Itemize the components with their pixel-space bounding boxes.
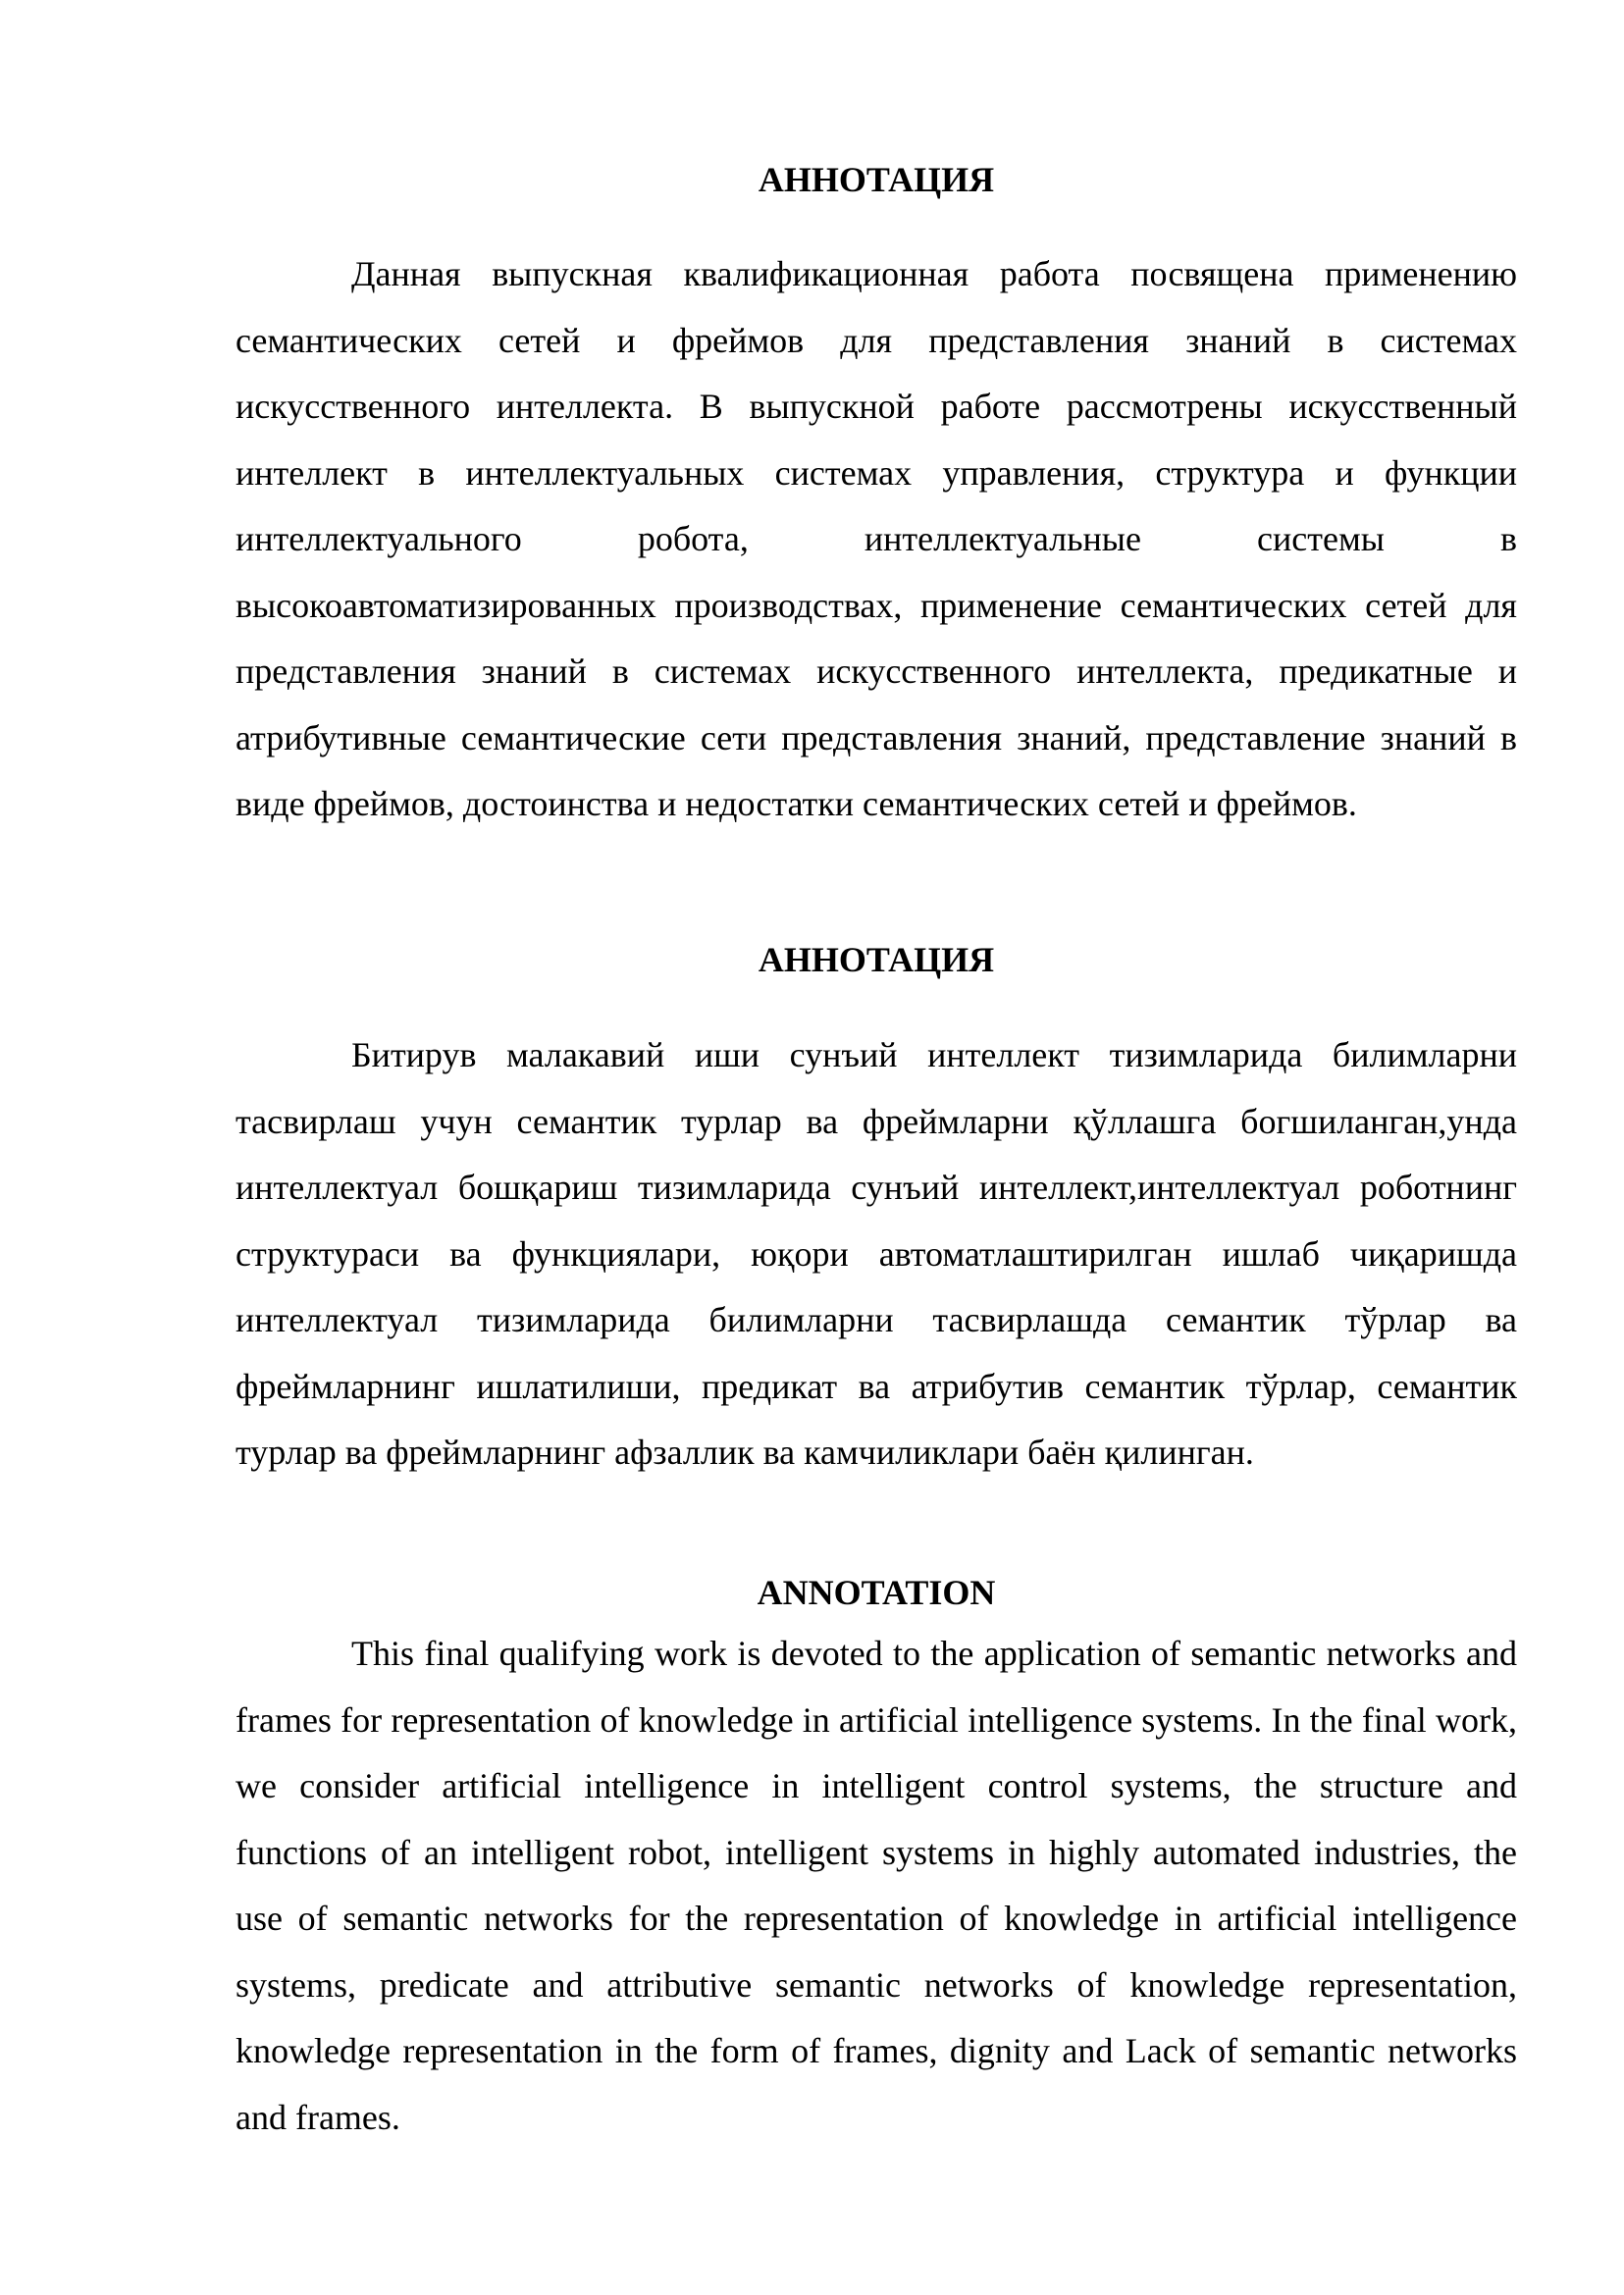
section-body-english (236, 1621, 1517, 2151)
paragraph-english: This final qualifying work is devoted to the application of semantic networks and frames for representation of knowledge in artificial intelligence systems. In the final work, we consider artificial intelligence in intelligent control systems, the structure and functions of an intelligent robot, intelligent systems in highly automated industries, the use of semantic networks for the representation of knowledge in artificial intelligence systems, predicate and attributive semantic networks of knowledge representation, knowledge representation in the form of frames, dignity and Lack of semantic networks and frames. (236, 1634, 1517, 2137)
paragraph-uzbek: Битирув малакавий иши сунъий интеллект тизимларида билимларни тасвирлаш учун семантик турлар ва фреймларни қўллашга богшиланган,унда интеллектуал бошқариш тизимларида сунъий интеллект,интеллектуал роботнинг структураси ва функциялари, юқори автоматлаштирилган ишлаб чиқаришда интеллектуал тизимларида билимларни тасвирлашда семантик тўрлар ва фреймларнинг ишлатилиши, предикат ва атрибутив семантик тўрлар, семантик турлар ва фреймларнинг афзаллик ва камчиликлари баён қилинган. (236, 1035, 1517, 1472)
section-heading-uzbek: АННОТАЦИЯ (758, 940, 995, 979)
paragraph-russian: Данная выпускная квалификационная работа посвящена применению семантических сетей и фреймов для представления знаний в системах искусственного интеллекта. В выпускной работе рассмотрены искусственный интеллект в интеллектуальных системах управления, структура и функции интеллектуального робота, интеллектуальные системы в высокоавтоматизированных производствах, применение семантических сетей для представления знаний в системах искусственного интеллекта, предикатные и атрибутивные семантические сети представления знаний, представление знаний в виде фреймов, достоинства и недостатки семантических сетей и фреймов. (236, 254, 1517, 823)
section-body-russian (236, 241, 1517, 838)
section-heading-russian: АННОТАЦИЯ (758, 160, 995, 199)
section-heading-english: ANNOTATION (757, 1573, 996, 1612)
section-body-uzbek (236, 1022, 1517, 1487)
